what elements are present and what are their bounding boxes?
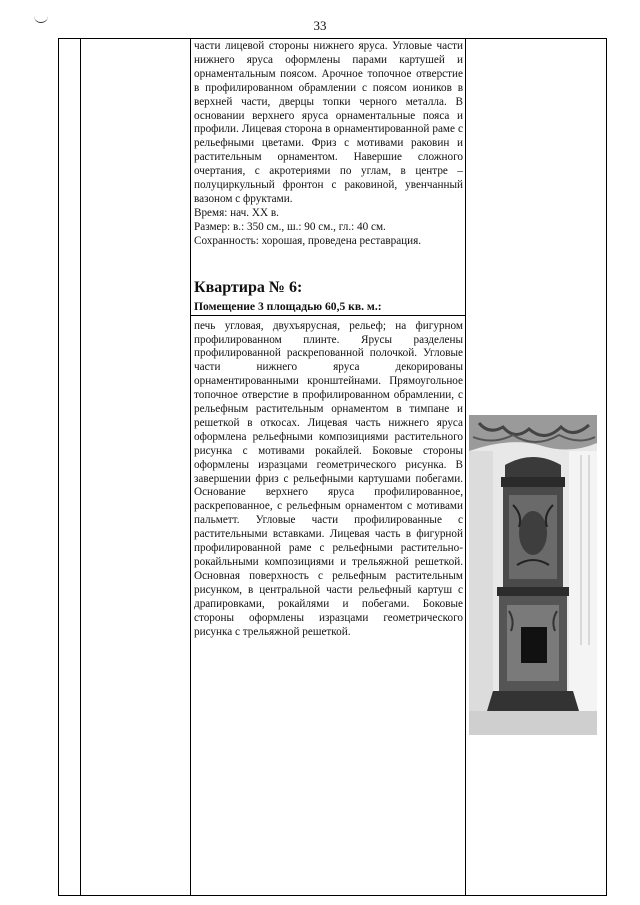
apartment-heading: Квартира № 6: <box>194 278 303 296</box>
previous-entry-condition: Сохранность: хорошая, проведена реставрация. <box>194 234 422 247</box>
previous-entry <box>194 40 463 249</box>
column-divider-2 <box>190 39 191 895</box>
page-number: 33 <box>313 18 327 33</box>
room-stove-description: печь угловая, двухъярусная, рельеф; на фигурном профилированном плинте. Ярусы разделены профилированной раскрепованной полочкой. Угловые части нижнего яруса декорированы орнаментированными кронштейнами. Прямоугольное топочное отверстие в профилированном обрамлении, с рельефным растительным орнаментом в тимпане и решеткой в откосах. Лицевая часть нижнего яруса оформлена рельефными композициями растительного рисунка с мотивами рокайлей. Боковые стороны оформлены изразцами геометрического рисунка. В завершении фриз с рельефными картушами побегами. Основание верхнего яруса профилированное, раскрепованное, с рельефным орнаментом с мотивами пальметт. Угловые части профилированные с растительными вставками. Лицевая часть в фигурной профилированной раме с рельефными растительно-рокайльными композициями и трельяжной решеткой. Основная поверхность с рельефным растительным рисунком, в центральной части рельефный картуш с драпировками, рокайлями и побегами. Боковые стороны оформлены изразцами геометрического рисунка с трельяжной решеткой. <box>194 319 463 638</box>
inventory-table <box>58 38 607 896</box>
room-title: Помещение 3 площадью 60,5 кв. м.: <box>191 300 466 316</box>
previous-entry-size: Размер: в.: 350 см., ш.: 90 см., гл.: 40 см. <box>194 220 386 233</box>
stove-photo <box>469 415 597 735</box>
column-divider-1 <box>80 39 81 895</box>
column-divider-3 <box>465 39 466 895</box>
previous-entry-description: части лицевой стороны нижнего яруса. Угловые части нижнего яруса оформлены парами картушей и орнаментальным поясом. Арочное топочное отверстие в профилированном обрамлении с поясом иоников в верхней части, дверцы топки черного металла. В основании верхнего яруса орнаментальные пояса и профили. Лицевая сторона в орнаментированной раме с рельефными цветами. Фриз с мотивами раковин и растительным орнаментом. Навершие сложного очертания, с акротериями по углам, в центре – полуциркульный фронтон с раковиной, увенчанный вазоном с фруктами. <box>194 40 463 205</box>
description-column <box>194 40 463 639</box>
previous-entry-time: Время: нач. XX в. <box>194 206 279 219</box>
